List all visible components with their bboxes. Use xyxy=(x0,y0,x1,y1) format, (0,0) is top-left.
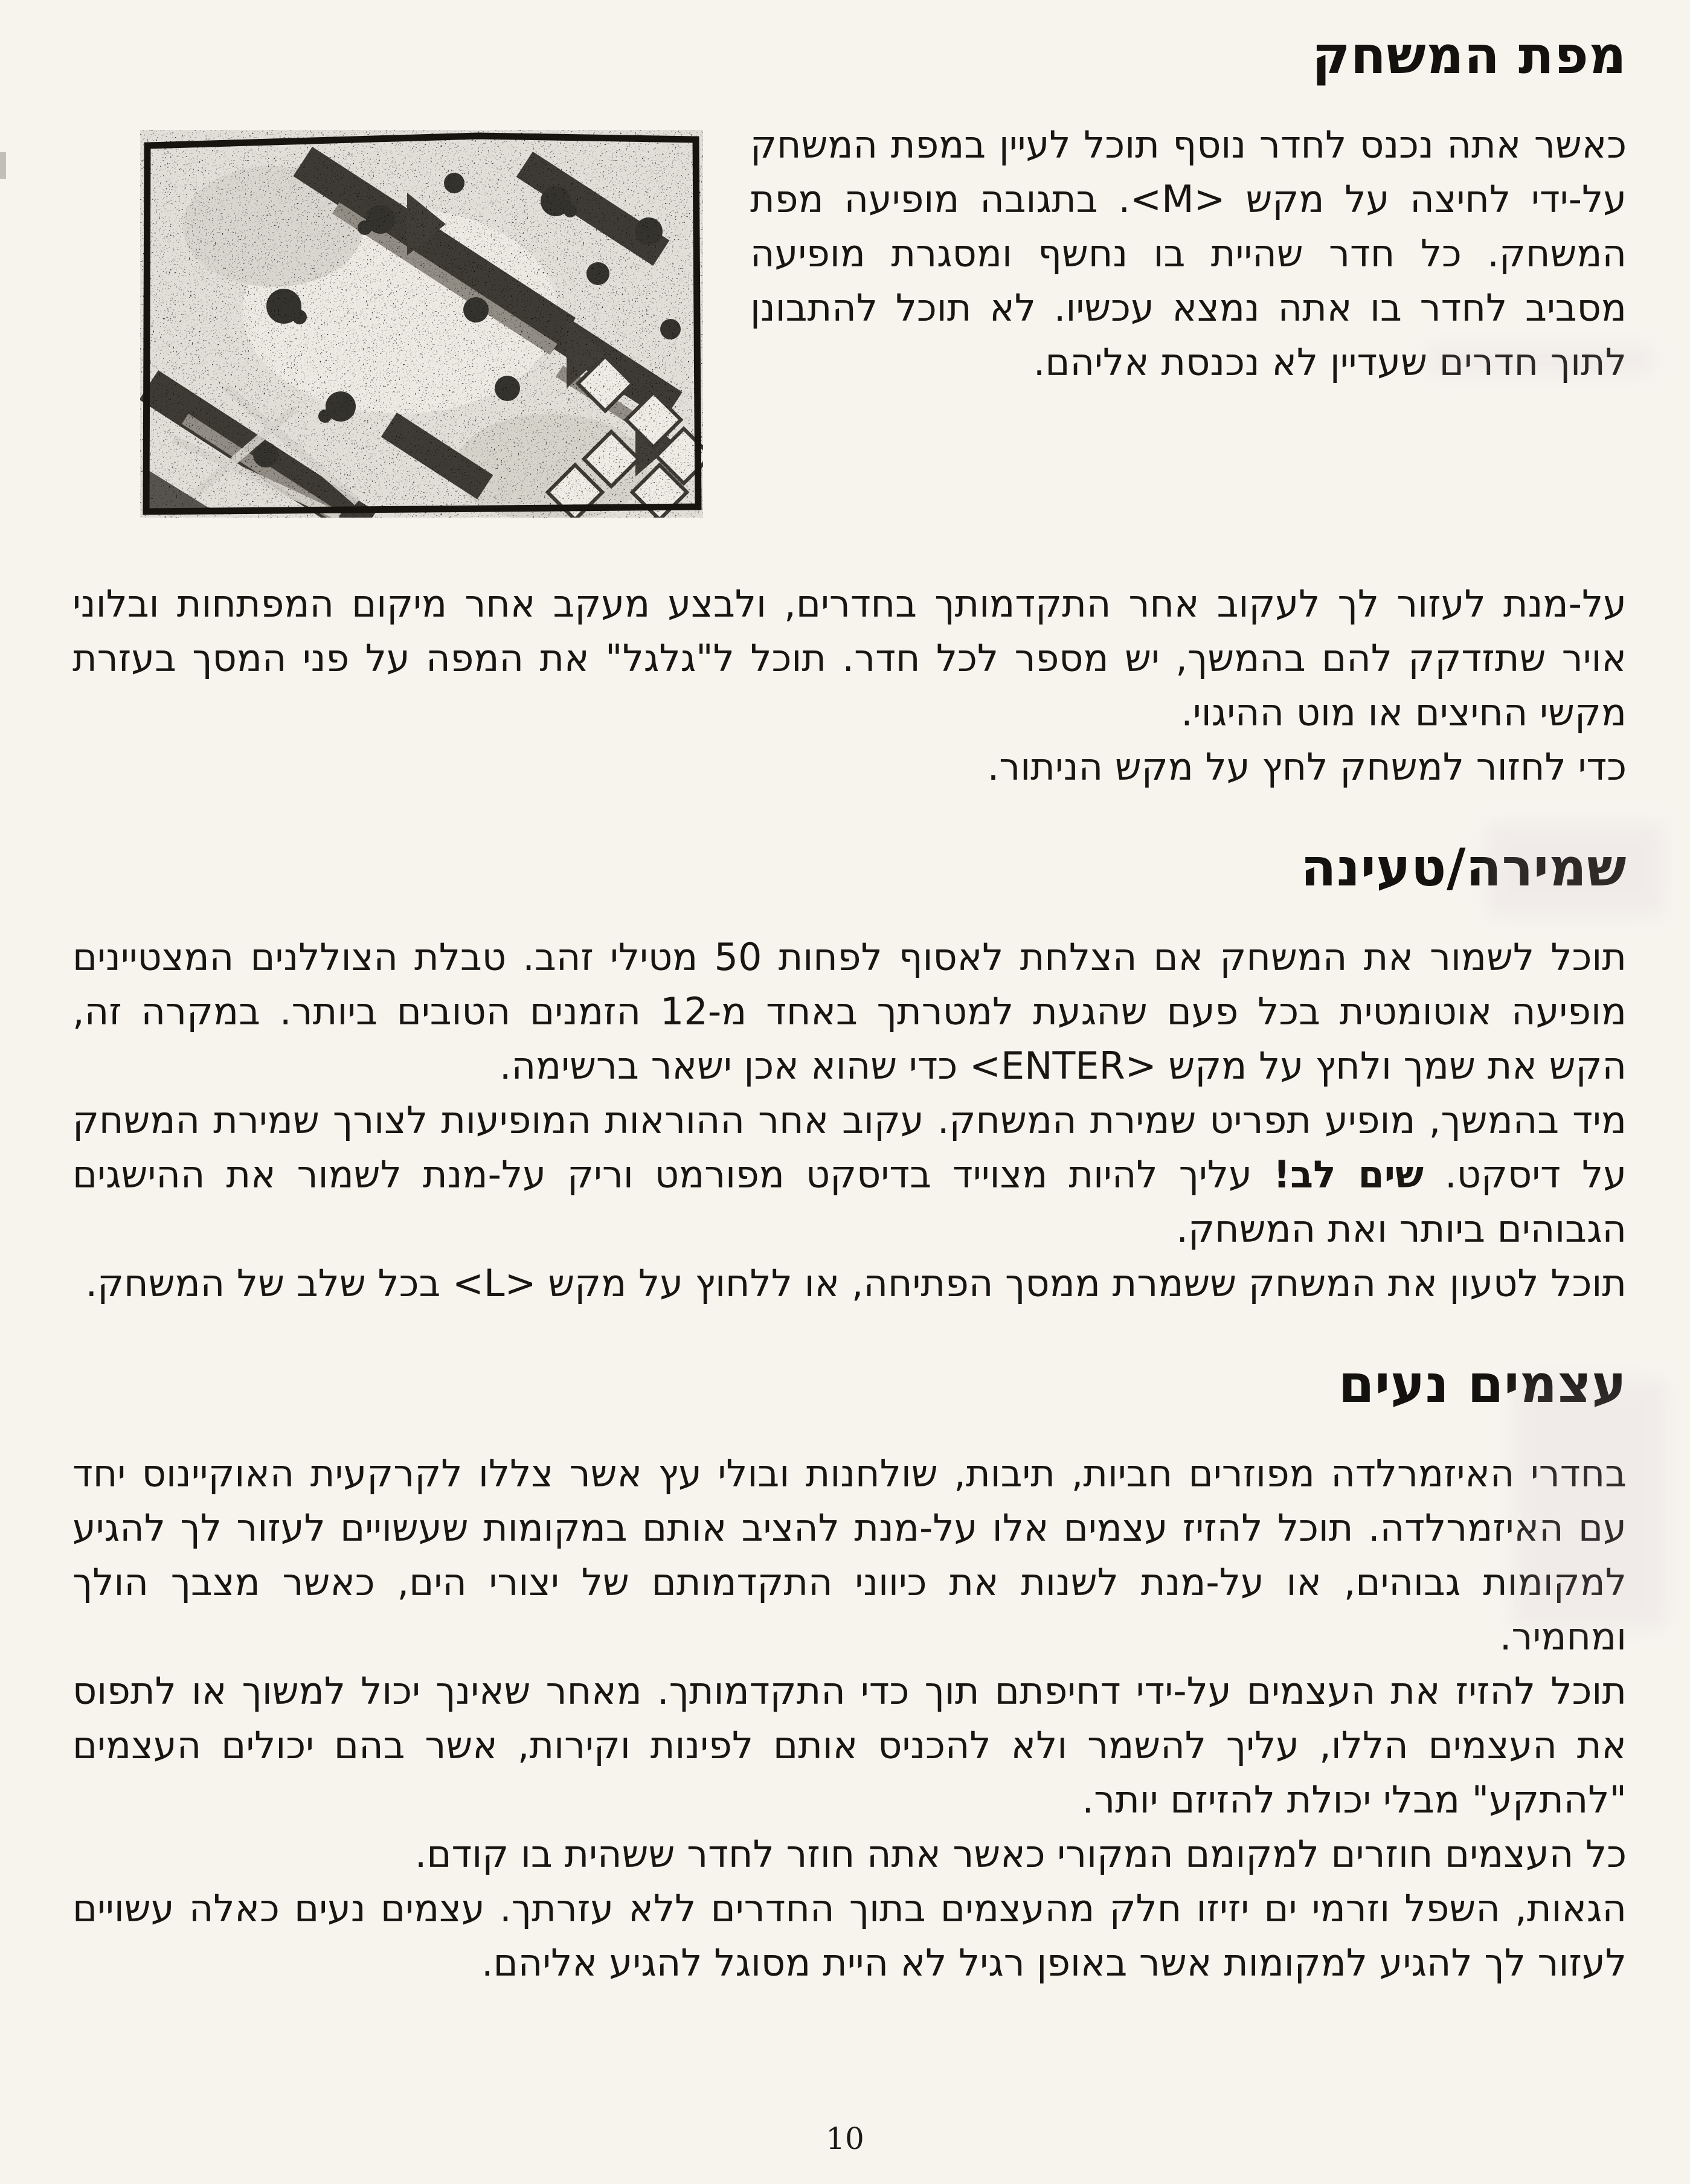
section-title-moving-objects: עצמים נעים xyxy=(1338,1354,1627,1415)
section-title-save-load: שמירה/טעינה xyxy=(1300,837,1627,898)
map-paragraph-view-map: כאשר אתה נכנס לחדר נוסף תוכל לעיין במפת המשחק על-ידי לחיצה על מקש <M>. בתגובה מופיעה מפת המשחק. כל חדר שהיית בו נחשף ומסגרת מופיעה מסביב לחדר בו אתה נמצא עכשיו. לא תוכל להתבונן לתוך חדרים שעדיין לא נכנסת אליהם. xyxy=(750,122,1627,384)
map-paragraph-return-key: כדי לחזור למשחק לחץ על מקש הניתור. xyxy=(987,744,1627,789)
scan-bleed-artifact xyxy=(1511,1377,1668,1631)
map-paragraph-room-numbers: על-מנת לעזור לך לעקוב אחר התקדמותך בחדרים, ולבצע מעקב אחר מיקום המפתחות ובלוני אויר שתזדקק להם בהמשך, יש מספר לכל חדר. תוכל ל"גלגל" את המפה על פני המסך בעזרת מקשי החיצים או מוט ההיגוי. xyxy=(72,581,1627,734)
map-figure xyxy=(140,130,703,518)
objects-paragraph-tides: הגאות, השפל וזרמי ים יזיזו חלק מהעצמים בתוך החדרים ללא עזרתך. עצמים נעים כאלה עשויים לעזור לך להגיע למקומות אשר באופן רגיל לא היית מסוגל להגיע אליהם. xyxy=(72,1886,1627,1985)
scan-edge-artifact xyxy=(0,152,6,179)
scan-bleed-artifact xyxy=(1485,821,1666,918)
save-paragraph-disk xyxy=(72,1093,1627,1256)
save-disk-text-before: מיד בהמשך, מופיע תפריט שמירת המשחק. עקוב אחר ההוראות המופיעות לצורך שמירת המשחק על דיסקט. xyxy=(72,1097,1627,1196)
save-disk-text-after: עליך להיות מצוייד בדיסקט מפורמט וריק על-מנת לשמור את ההישגים הגבוהים ביותר ואת המשחק. xyxy=(72,1152,1627,1251)
isometric-map-screenshot xyxy=(140,130,703,518)
scan-bleed-artifact xyxy=(1424,344,1654,376)
objects-paragraph-pushing: תוכל להזיז את העצמים על-ידי דחיפתם תוך כדי התקדמותך. מאחר שאינך יכול למשוך או לתפוס את העצמים הללו, עליך להשמר ולא להכניס אותם לפינות וקירות, אשר בהם יכולים העצמים "להתקע" מבלי יכולת להזיזם יותר. xyxy=(72,1668,1627,1822)
page-number: 10 xyxy=(826,2121,864,2156)
objects-paragraph-reset: כל העצמים חוזרים למקומם המקורי כאשר אתה חוזר לחדר ששהית בו קודם. xyxy=(414,1831,1627,1876)
attention-note: שים לב! xyxy=(1273,1152,1424,1196)
save-paragraph-load-key: תוכל לטעון את המשחק ששמרת ממסך הפתיחה, או ללחוץ על מקש <L> בכל שלב של המשחק. xyxy=(85,1261,1627,1305)
section-title-game-map: מפת המשחק xyxy=(1312,25,1627,86)
save-paragraph-high-scores: תוכל לשמור את המשחק אם הצלחת לאסוף לפחות 50 מטילי זהב. טבלת הצוללנים המצטיינים מופיעה אוטומטית בכל פעם שהגעת למטרתך באחד מ-12 הזמנים הטובים ביותר. במקרה זה, הקש את שמך ולחץ על מקש <ENTER> כדי שהוא אכן ישאר ברשימה. xyxy=(72,934,1627,1088)
objects-paragraph-intro: בחדרי האיזמרלדה מפוזרים חביות, תיבות, שולחנות ובולי עץ אשר צללו לקרקעית האוקיינוס יחד עם האיזמרלדה. תוכל להזיז עצמים אלו על-מנת להציב אותם במקומות שעשויים לעזור לך להגיע למקומות גבוהים, או על-מנת לשנות את כיווני התקדמותם של יצורי הים, כאשר מצבך הולך ומחמיר. xyxy=(72,1451,1627,1659)
